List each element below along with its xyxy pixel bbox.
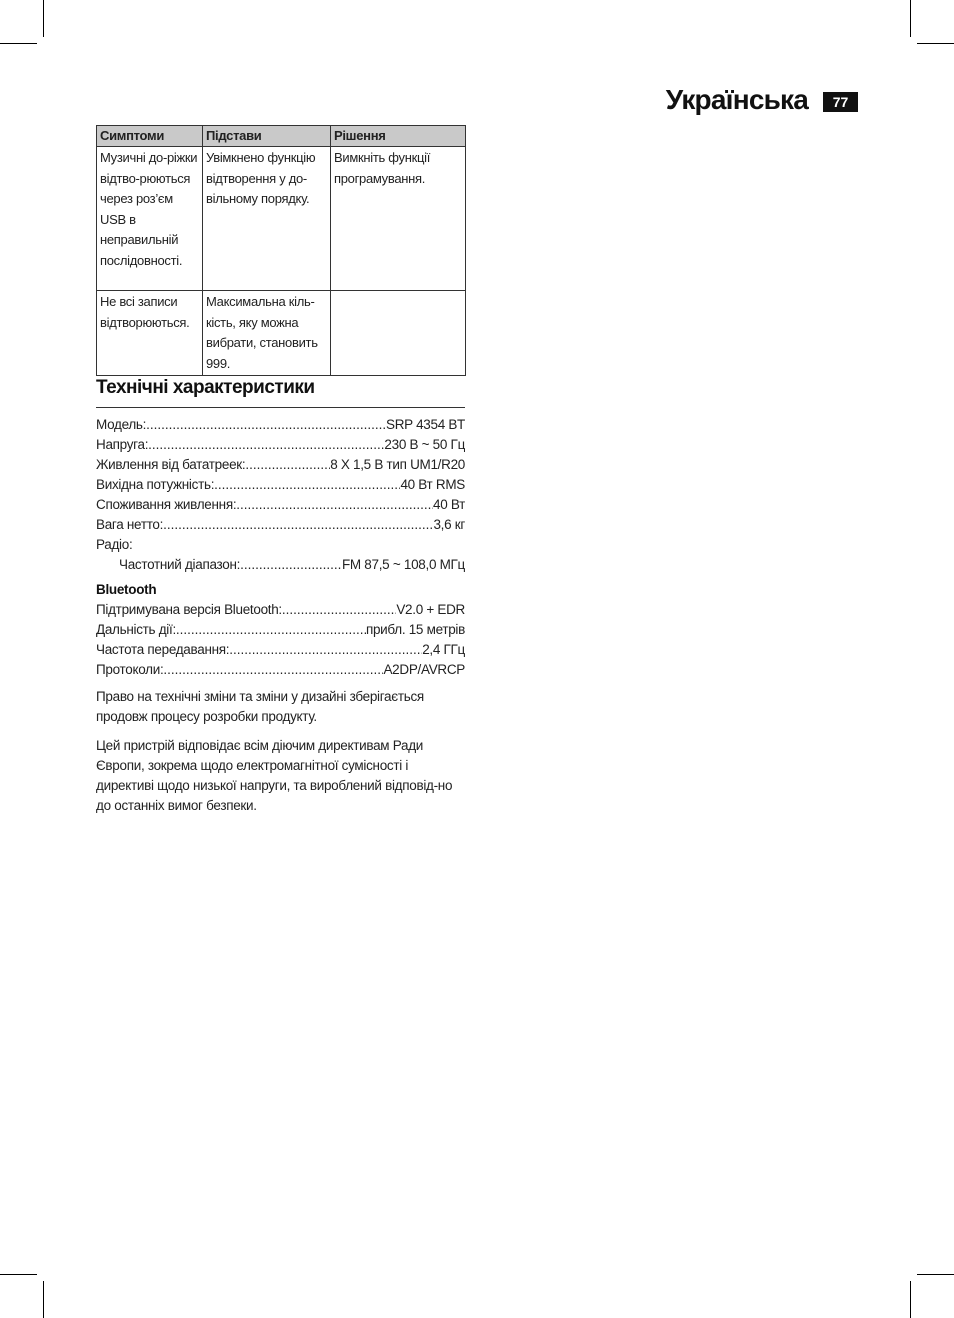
spec-label: Вага нетто:: [96, 517, 164, 532]
spec-value: 2,4 ГГц: [422, 642, 465, 657]
spec-value: 3,6 кг: [433, 517, 465, 532]
leader-dots: [229, 640, 422, 660]
spec-row-net-weight: [96, 515, 465, 535]
spec-value: 40 Вт RMS: [400, 477, 465, 492]
leader-dots: [240, 555, 342, 575]
specs-list: [96, 415, 465, 680]
radio-label: Радіо:: [96, 537, 133, 552]
spec-row-model: [96, 415, 465, 435]
leader-dots: [282, 600, 396, 620]
crop-mark: [917, 1274, 954, 1275]
crop-mark: [910, 1281, 911, 1318]
spec-label: Модель:: [96, 417, 147, 432]
spec-row-battery: [96, 455, 465, 475]
spec-row-bt-version: [96, 600, 465, 620]
leader-dots: [146, 415, 386, 435]
spec-value: SRP 4354 BT: [386, 417, 465, 432]
solution-text: Вимкніть функції програмування.: [334, 150, 431, 186]
crop-mark: [0, 1274, 37, 1275]
cause-text: Увімкнено функцію відтворення у до-вільному порядку.: [206, 150, 316, 206]
spec-row-bt-frequency: [96, 640, 465, 660]
solution-cell: [331, 147, 466, 291]
spec-value: 40 Вт: [432, 497, 465, 512]
spec-label: Дальність дії:: [96, 622, 176, 637]
cause-cell: [203, 147, 331, 291]
crop-mark: [917, 43, 954, 44]
spec-label: Напруга:: [96, 437, 149, 452]
spec-row-output-power: [96, 475, 465, 495]
leader-dots: [214, 475, 400, 495]
column-header-causes: Підстави: [203, 126, 331, 147]
spec-value: 8 X 1,5 В тип UM1/R20: [330, 457, 465, 472]
page-number-badge: 77: [823, 92, 858, 112]
leader-dots: [176, 620, 366, 640]
table-header-row: [97, 126, 466, 147]
column-header-solutions: Рішення: [331, 126, 466, 147]
leader-dots: [148, 435, 384, 455]
crop-mark: [43, 0, 44, 37]
symptom-text: Музичні до-ріжки відтво-рюються через роз’єм USB в неправильній послідовності.: [100, 150, 198, 268]
leader-dots: [163, 660, 383, 680]
table-row: [97, 291, 466, 376]
crop-mark: [43, 1281, 44, 1318]
leader-dots: [163, 515, 433, 535]
page-language-title: Українська: [665, 84, 808, 115]
spec-label: Частотний діапазон:: [119, 557, 241, 572]
spec-label: Підтримувана версія Bluetooth:: [96, 602, 282, 617]
table-row: [97, 147, 466, 291]
symptom-cell: [97, 147, 203, 291]
spec-row-bt-protocols: [96, 660, 465, 680]
cause-text: Максимальна кіль-кість, яку можна вибрати, становить 999.: [206, 294, 318, 371]
symptom-cell: [97, 291, 203, 376]
troubleshooting-table: [96, 125, 466, 376]
section-divider: [96, 407, 465, 408]
spec-value: 230 В ~ 50 Гц: [384, 437, 465, 452]
spec-row-frequency-range: [96, 555, 465, 575]
spec-label: Вихідна потужність:: [96, 477, 215, 492]
symptom-text: Не всі записи відтворюються.: [100, 294, 190, 330]
spec-row-bt-range: [96, 620, 465, 640]
spec-label: Споживання живлення:: [96, 497, 237, 512]
spec-value: FM 87,5 ~ 108,0 МГц: [341, 557, 465, 572]
spec-label: Живлення від бататреек:: [96, 457, 246, 472]
spec-label: Протоколи:: [96, 662, 164, 677]
specs-section-title: Технічні характеристики: [96, 377, 315, 398]
crop-mark: [0, 43, 37, 44]
compliance-note: Цей пристрій відповідає всім діючим директивам Ради Європи, зокрема щодо електромагнітної сумісності і директиві щодо низької напруги, та вироблений відповід-но до останніх вимог безпеки.: [96, 738, 453, 813]
spec-row-power-consumption: [96, 495, 465, 515]
design-change-note: Право на технічні зміни та зміни у дизайні зберігається продовж процесу розробки продукту.: [96, 689, 424, 724]
cause-cell: [203, 291, 331, 376]
spec-label: Частота передавання:: [96, 642, 230, 657]
solution-cell: [331, 291, 466, 376]
crop-mark: [910, 0, 911, 37]
spec-row-voltage: [96, 435, 465, 455]
leader-dots: [245, 455, 330, 475]
spec-value: A2DP/AVRCP: [383, 662, 465, 677]
spec-value: прибл. 15 метрів: [365, 622, 465, 637]
bluetooth-subheading: Bluetooth: [96, 582, 157, 597]
column-header-symptoms: Симптоми: [97, 126, 203, 147]
leader-dots: [236, 495, 433, 515]
spec-value: V2.0 + EDR: [396, 602, 465, 617]
